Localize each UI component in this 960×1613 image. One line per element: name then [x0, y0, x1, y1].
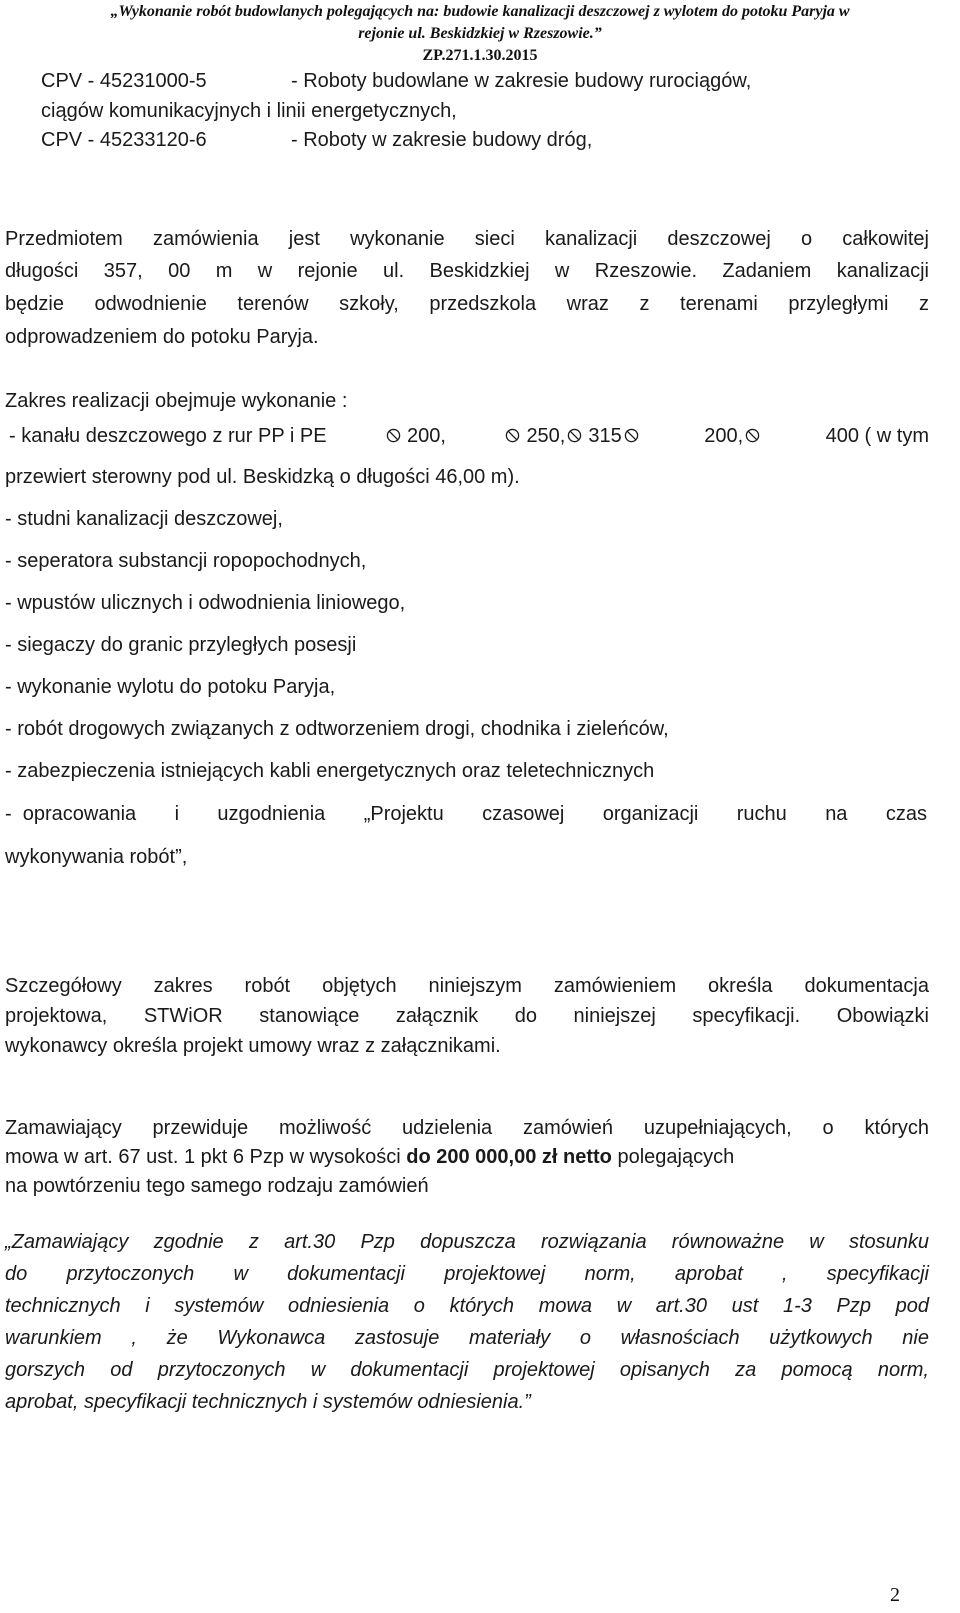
additional-line-1: Zamawiający przewiduje możliwość udzielenia zamówień uzupełniających, o których — [5, 1117, 929, 1139]
subject-line-4: odprowadzeniem do potoku Paryja. — [5, 326, 319, 348]
scope-item-8-word: - opracowania — [5, 803, 137, 825]
document-header-line-2: rejonie ul. Beskidzkiej w Rzeszowie.” — [358, 25, 602, 42]
scope-canal-line — [9, 424, 929, 448]
cpv-code-1: CPV - 45231000-5 — [41, 70, 207, 92]
additional-line-3: na powtórzeniu tego samego rodzaju zamówień — [5, 1175, 429, 1197]
diameter-icon — [745, 428, 760, 443]
subject-line-1: Przedmiotem zamówienia jest wykonanie sieci kanalizacji deszczowej o całkowitej — [5, 228, 929, 250]
diameter-icon — [624, 428, 639, 443]
cpv-code-2: CPV - 45233120-6 — [41, 129, 207, 151]
details-line-1: Szczegółowy zakres robót objętych niniejszym zamówieniem określa dokumentacja — [5, 975, 929, 997]
equivalent-line-5: gorszych od przytoczonych w dokumentacji projektowej opisanych za pomocą norm, — [5, 1359, 929, 1381]
diameter-icon — [567, 428, 582, 443]
scope-item-8-word: „Projektu — [363, 803, 444, 825]
scope-item-1: - studni kanalizacji deszczowej, — [5, 508, 283, 530]
scope-item-8 — [5, 802, 927, 826]
diameter-group-2: 250, 315 — [505, 424, 644, 448]
scope-item-4: - siegaczy do granic przyległych posesji — [5, 634, 357, 656]
equivalent-line-3: technicznych i systemów odniesienia o których mowa w art.30 ust 1-3 Pzp pod — [5, 1295, 929, 1317]
scope-item-5: - wykonanie wylotu do potoku Paryja, — [5, 676, 336, 698]
diameter-icon — [386, 428, 401, 443]
scope-item-7: - zabezpieczenia istniejących kabli energetycznych oraz teletechnicznych — [5, 760, 655, 782]
equivalent-line-1: „Zamawiający zgodnie z art.30 Pzp dopuszcza rozwiązania równoważne w stosunku — [5, 1231, 929, 1253]
diameter-icon — [505, 428, 520, 443]
subject-line-2: długości 357, 00 m w rejonie ul. Beskidzkiej w Rzeszowie. Zadaniem kanalizacji — [5, 260, 929, 282]
scope-canal-text: - kanału deszczowego z rur PP i PE — [9, 425, 327, 447]
scope-item-8-word: czas — [885, 803, 927, 825]
scope-item-8-continued: wykonywania robót”, — [5, 846, 188, 868]
document-header-line-1: „Wykonanie robót budowlanych polegających na: budowie kanalizacji deszczowej z wylotem do potoku Paryja w — [110, 3, 850, 20]
scope-item-3: - wpustów ulicznych i odwodnienia liniowego, — [5, 592, 406, 614]
equivalent-line-6: aprobat, specyfikacji technicznych i systemów odniesienia.” — [5, 1391, 531, 1413]
equivalent-line-4: warunkiem , że Wykonawca zastosuje materiały o własnościach użytkowych nie — [5, 1327, 929, 1349]
page-number: 2 — [890, 1584, 900, 1606]
details-line-3: wykonawcy określa projekt umowy wraz z załącznikami. — [5, 1035, 501, 1057]
details-line-2: projektowa, STWiOR stanowiące załącznik do niniejszej specyfikacji. Obowiązki — [5, 1005, 929, 1027]
scope-item-8-word: uzgodnienia — [217, 803, 326, 825]
equivalent-line-2: do przytoczonych w dokumentacji projektowej norm, aprobat , specyfikacji — [5, 1263, 929, 1285]
scope-item-2: - seperatora substancji ropopochodnych, — [5, 550, 367, 572]
cpv-description-1-continued: ciągów komunikacyjnych i linii energetycznych, — [41, 100, 457, 122]
amount-highlight: do 200 000,00 zł netto — [406, 1146, 612, 1168]
diameter-group-3: 200, — [704, 424, 766, 448]
subject-line-3: będzie odwodnienie terenów szkoły, przedszkola wraz z terenami przyległymi z — [5, 293, 929, 315]
scope-item-6: - robót drogowych związanych z odtworzeniem drogi, chodnika i zieleńców, — [5, 718, 669, 740]
scope-item-8-word: ruchu — [736, 803, 787, 825]
scope-canal-continued: przewiert sterowny pod ul. Beskidzką o długości 46,00 m). — [5, 466, 520, 488]
cpv-description-1: - Roboty budowlane w zakresie budowy rurociągów, — [291, 70, 752, 92]
scope-item-8-word: i — [174, 803, 180, 825]
additional-line-2: mowa w art. 67 ust. 1 pkt 6 Pzp w wysokości do 200 000,00 zł netto polegających — [5, 1146, 735, 1168]
scope-intro: Zakres realizacji obejmuje wykonanie : — [5, 390, 348, 412]
document-reference-number: ZP.271.1.30.2015 — [422, 47, 538, 64]
scope-item-8-word: na — [825, 803, 848, 825]
scope-canal-end: 400 ( w tym — [825, 425, 929, 447]
diameter-group-1: 200, — [386, 424, 446, 448]
scope-item-8-word: organizacji — [602, 803, 699, 825]
cpv-description-2: - Roboty w zakresie budowy dróg, — [291, 129, 593, 151]
scope-item-8-word: czasowej — [482, 803, 565, 825]
